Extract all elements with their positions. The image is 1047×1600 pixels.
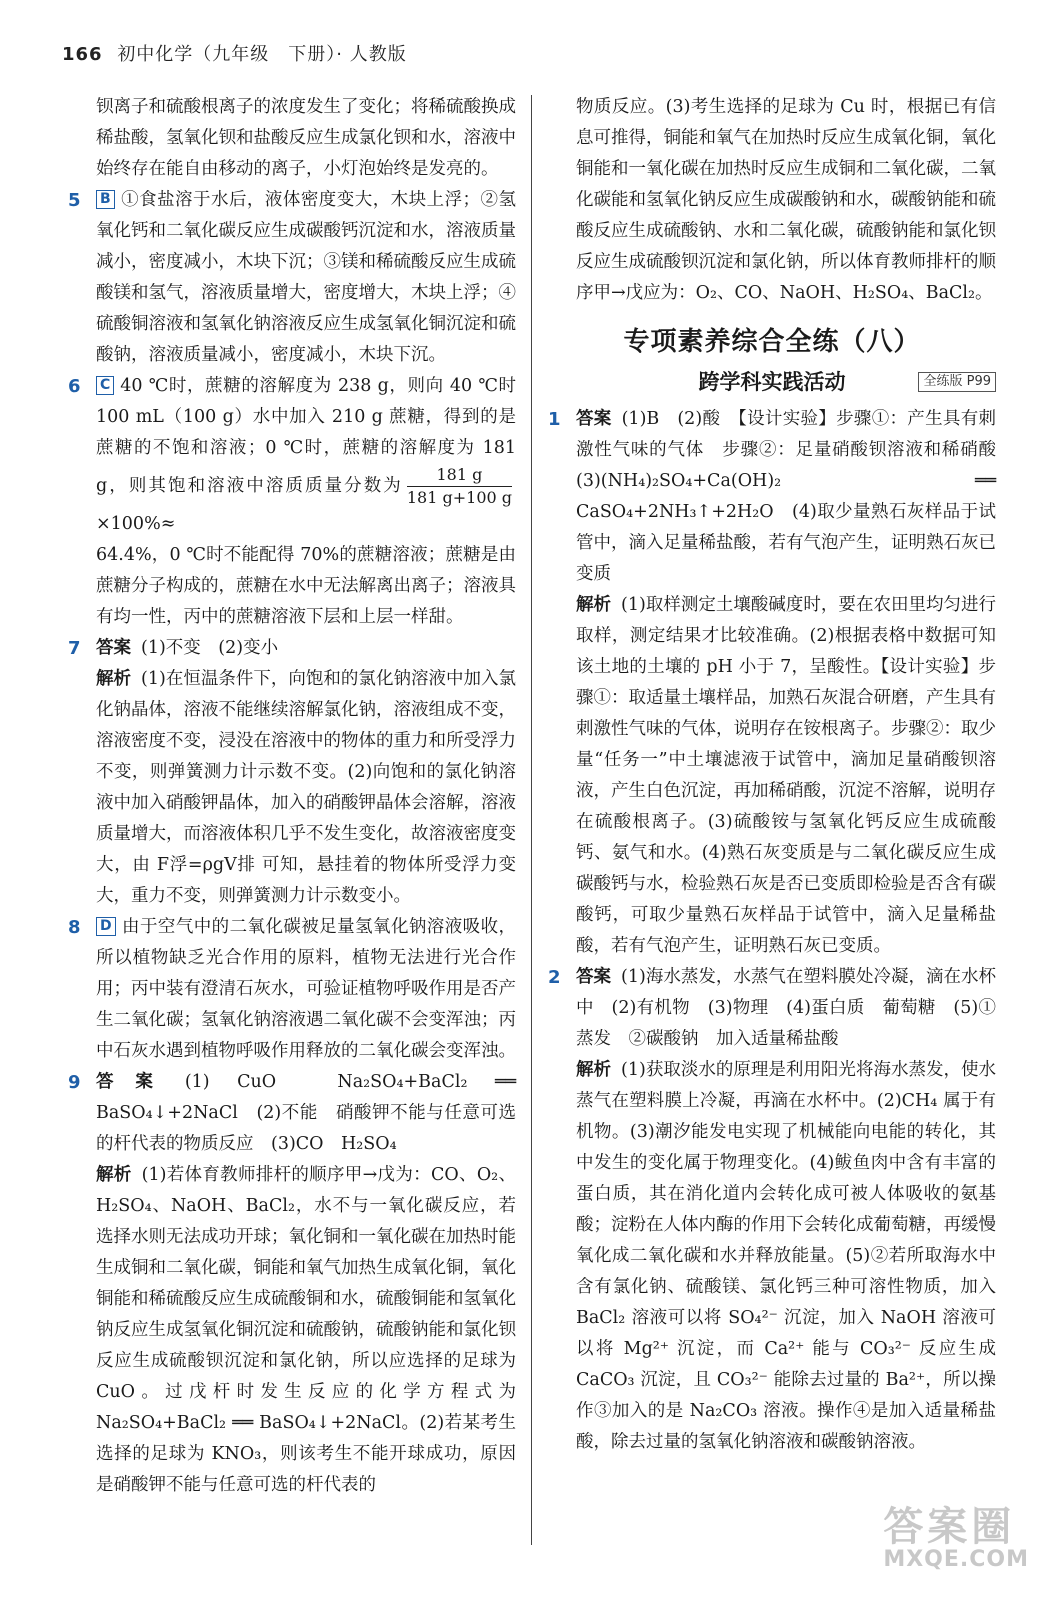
answer-label: 答案 <box>96 1072 175 1092</box>
page-number: 166 <box>62 44 103 65</box>
question-9 <box>68 1067 516 1501</box>
answer-text: (1) CuO Na₂SO₄+BaCl₂ ══ BaSO₄↓+2NaCl (2)不能 硝酸钾不能与任意可选的杆代表的物质反应 (3)CO H₂SO₄ <box>96 1072 516 1154</box>
question-5 <box>68 185 516 371</box>
analysis-text: (1)在恒温条件下，向饱和的氯化钠溶液中加入氯化钠晶体，溶液不能继续溶解氯化钠，溶液组成不变，溶液密度不变，浸没在溶液中的物体的重力和所受浮力不变，则弹簧测力计示数不变。(2)向饱和的氯化钠溶液中加入硝酸钾晶体，加入的硝酸钾晶体会溶解，溶液质量增大，而溶液体积几乎不发生变化，故溶液密度变大，由 F浮=ρgV排 可知，悬挂着的物体所受浮力变大，重力不变，则弹簧测力计示数变小。 <box>96 669 517 906</box>
fraction <box>407 464 512 509</box>
question-number: 5 <box>68 190 81 211</box>
analysis-label: 解析 <box>96 1165 132 1185</box>
answer-label: 答案 <box>576 409 612 429</box>
section-subtitle <box>548 364 996 400</box>
page-header <box>62 40 407 66</box>
page-reference-tag: 全练版 P99 <box>918 372 996 392</box>
explanation-text: ①食盐溶于水后，液体密度变大，木块上浮；②氢氧化钙和二氧化碳反应生成碳酸钙沉淀和水，溶液质量减小，密度减小，木块下沉；③镁和稀硫酸反应生成硫酸镁和氢气，溶液质量增大，密度增大，木块上浮；④硫酸铜溶液和氢氧化钠溶液反应生成氢氧化铜沉淀和硫酸钠，溶液质量减小，密度减小，木块下沉。 <box>96 190 516 365</box>
answer-box: C <box>96 376 114 395</box>
answer-box: B <box>96 190 115 209</box>
continued-text: 物质反应。(3)考生选择的足球为 Cu 时，根据已有信息可推得，铜能和氧气在加热时反应生成氧化铜，氧化铜能和一氧化碳在加热时反应生成铜和二氧化碳，二氧化碳能和氢氧化钠反应生成碳酸钠和水，碳酸钠能和硫酸反应生成硫酸钠、水和二氧化碳，硫酸钠能和氯化钡反应生成硫酸钡沉淀和氯化钠，所以体育教师排杆的顺序甲→戊应为：O₂、CO、NaOH、H₂SO₄、BaCl₂。 <box>576 97 996 303</box>
explanation-text: 64.4%，0 ℃时不能配得 70%的蔗糖溶液；蔗糖是由蔗糖分子构成的，蔗糖在水中无法解离出离子；溶液具有均一性，丙中的蔗糖溶液下层和上层一样甜。 <box>96 545 516 627</box>
question-number: 8 <box>68 917 81 938</box>
analysis-label: 解析 <box>96 669 132 689</box>
answer-label: 答案 <box>96 638 131 658</box>
question-number: 6 <box>68 376 81 397</box>
analysis-label: 解析 <box>576 1060 612 1080</box>
watermark-text: 答案圈 <box>883 1504 1016 1550</box>
question-6 <box>68 371 516 633</box>
question-2 <box>548 962 996 1458</box>
question-number: 1 <box>548 409 561 430</box>
analysis-text: (1)获取淡水的原理是利用阳光将海水蒸发，使水蒸气在塑料膜上冷凝，再滴在水杯中。(2)CH₄ 属于有机物。(3)潮汐能发电实现了机械能向电能的转化，其中发生的变化属于物理变化。(4)鲅鱼肉中含有丰富的蛋白质，其在消化道内会转化成可被人体吸收的氨基酸；淀粉在人体内酶的作用下会转化成葡萄糖，再缓慢氧化成二氧化碳和水并释放能量。(5)②若所取海水中含有氯化钠、硫酸镁、氯化钙三种可溶性物质，加入 BaCl₂ 溶液可以将 SO₄²⁻ 沉淀，加入 NaOH 溶液可以将 Mg²⁺ 沉淀，而 Ca²⁺ 能与 CO₃²⁻ 反应生成 CaCO₃ 沉淀，且 CO₃²⁻ 能除去过量的 Ba²⁺，所以操作③加入的是 Na₂CO₃ 溶液。操作④是加入适量稀盐酸，除去过量的氢氧化钠溶液和碳酸钠溶液。 <box>576 1060 997 1452</box>
analysis-text: (1)若体育教师排杆的顺序甲→戊为：CO、O₂、H₂SO₄、NaOH、BaCl₂，水不与一氧化碳反应，若选择水则无法成功开球；氧化铜和一氧化碳在加热时能生成铜和二氧化碳，铜能和氧气加热生成氧化铜，氧化铜能和稀硫酸反应生成硫酸铜和水，硫酸铜能和氢氧化钠反应生成氢氧化铜沉淀和硫酸钠，硫酸钠能和氯化钡反应生成硫酸钡沉淀和氯化钠，所以应选择的足球为 CuO。过戊杆时发生反应的化学方程式为 Na₂SO₄+BaCl₂ ══ BaSO₄↓+2NaCl。(2)若某考生选择的足球为 KNO₃，则该考生不能开球成功，原因是硝酸钾不能与任意可选的杆代表的 <box>96 1165 516 1495</box>
right-column <box>548 92 1014 1458</box>
question-8 <box>68 912 516 1067</box>
watermark-url: MXQE.COM <box>883 1547 1029 1572</box>
analysis-label: 解析 <box>576 595 612 615</box>
fraction-denominator: 181 g+100 g <box>406 488 512 507</box>
section-subtitle-text: 跨学科实践活动 <box>698 370 846 394</box>
analysis-text: (1)取样测定土壤酸碱度时，要在农田里均匀进行取样，测定结果才比较准确。(2)根据表格中数据可知该土地的土壤的 pH 小于 7，呈酸性。【设计实验】步骤①：取适量土壤样品，加熟石灰混合研磨，产生具有刺激性气味的气体，说明存在铵根离子。步骤②：取少量“任务一”中土壤滤液于试管中，滴加足量硝酸钡溶液，产生白色沉淀，再加稀硝酸，沉淀不溶解，说明存在硫酸根离子。(3)硫酸铵与氢氧化钙反应生成硫酸钙、氨气和水。(4)熟石灰变质是与二氧化碳反应生成碳酸钙与水，检验熟石灰是否已变质即检验是否含有碳酸钙，可取少量熟石灰样品于试管中，滴入足量稀盐酸，若有气泡产生，证明熟石灰已变质。 <box>576 595 997 956</box>
fraction-numerator: 181 g <box>407 464 512 487</box>
column-divider <box>531 95 532 1545</box>
answer-box: D <box>96 917 116 936</box>
answer-label: 答案 <box>576 967 612 987</box>
explanation-text: ×100%≈ <box>96 514 176 534</box>
question-number: 9 <box>68 1072 81 1093</box>
explanation-text: 40 ℃时，蔗糖的溶解度为 238 g，则向 40 ℃时 100 mL（100 g）水中加入 210 g 蔗糖，得到的是蔗糖的不饱和溶液；0 ℃时，蔗糖的溶解度为 181 g，则其饱和溶液中溶质质量分数为 <box>96 376 516 496</box>
explanation-text: 由于空气中的二氧化碳被足量氢氧化钠溶液吸收，所以植物缺乏光合作用的原料，植物无法进行光合作用；丙中装有澄清石灰水，可验证植物呼吸作用是否产生二氧化碳；氢氧化钠溶液遇二氧化碳不会变浑浊；丙中石灰水遇到植物呼吸作用释放的二氧化碳会变浑浊。 <box>96 917 516 1061</box>
book-title: 初中化学（九年级 下册）· 人教版 <box>117 44 407 65</box>
section-title: 专项素养综合全练（八） <box>623 327 921 357</box>
watermark-logo <box>883 1506 1029 1572</box>
question-number: 7 <box>68 638 81 659</box>
question-1 <box>548 404 1014 962</box>
answer-text: (1)B (2)酸 【设计实验】步骤①：产生具有刺激性气味的气体 步骤②：足量硝酸钡溶液和稀硝酸 (3)(NH₄)₂SO₄+Ca(OH)₂ ══ CaSO₄+2NH₃↑+2H₂O (4)取少量熟石灰样品于试管中，滴入足量稀盐酸，若有气泡产生，证明熟石灰已变质 <box>576 409 1014 584</box>
answer-text: (1)不变 (2)变小 <box>141 638 279 658</box>
answer-text: (1)海水蒸发，水蒸气在塑料膜处冷凝，滴在水杯中 (2)有机物 (3)物理 (4)蛋白质 葡萄糖 (5)①蒸发 ②碳酸钠 加入适量稀盐酸 <box>576 967 997 1049</box>
left-column <box>68 92 516 1501</box>
continued-text: 钡离子和硫酸根离子的浓度发生了变化；将稀硫酸换成稀盐酸，氢氧化钡和盐酸反应生成氯化钡和水，溶液中始终存在能自由移动的离子，小灯泡始终是发亮的。 <box>96 97 516 179</box>
question-number: 2 <box>548 967 561 988</box>
question-7 <box>68 633 516 912</box>
